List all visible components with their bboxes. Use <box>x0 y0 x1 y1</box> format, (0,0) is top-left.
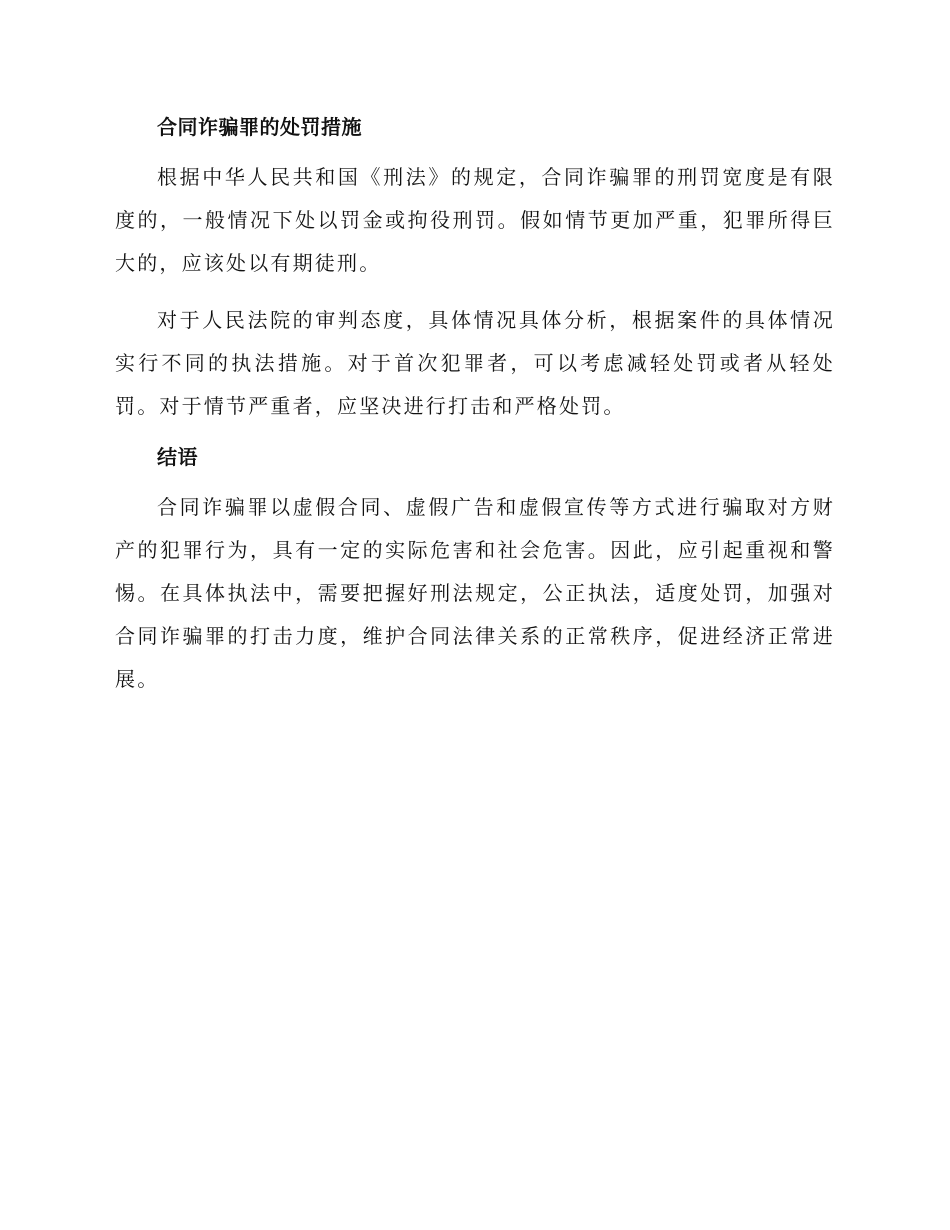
section-heading-penalties: 合同诈骗罪的处罚措施 <box>157 115 362 139</box>
section-heading-conclusion: 结语 <box>157 445 198 469</box>
paragraph-penalty-scope: 根据中华人民共和国《刑法》的规定，合同诈骗罪的刑罚宽度是有限度的，一般情况下处以罚金或拘役刑罚。假如情节更加严重，犯罪所得巨大的，应该处以有期徒刑。 <box>115 165 835 275</box>
document-body <box>115 112 835 715</box>
paragraph-court-attitude: 对于人民法院的审判态度，具体情况具体分析，根据案件的具体情况实行不同的执法措施。对于首次犯罪者，可以考虑减轻处罚或者从轻处罚。对于情节严重者，应坚决进行打击和严格处罚。 <box>115 308 835 418</box>
paragraph-conclusion: 合同诈骗罪以虚假合同、虚假广告和虚假宣传等方式进行骗取对方财产的犯罪行为，具有一定的实际危害和社会危害。因此，应引起重视和警惕。在具体执法中，需要把握好刑法规定，公正执法，适度处罚，加强对合同诈骗罪的打击力度，维护合同法律关系的正常秩序，促进经济正常进展。 <box>115 495 835 691</box>
